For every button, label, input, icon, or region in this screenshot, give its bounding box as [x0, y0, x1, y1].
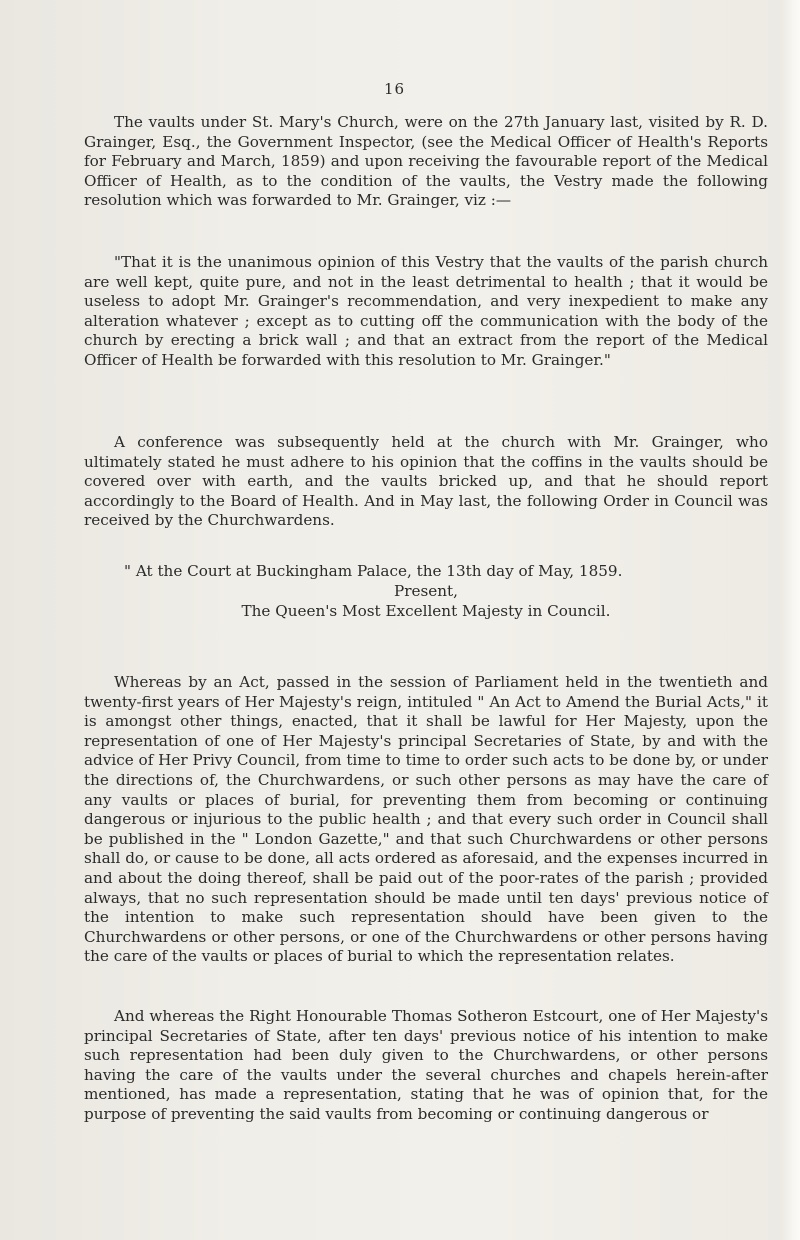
paragraph-and-whereas: And whereas the Right Honourable Thomas Sotheron Estcourt, one of Her Majesty's principal Secretaries of State, after ten days' previous notice of his intention to make such representation had been duly given to the Churchwardens, or other persons having the care of the vaults under the several churches and chapels herein-after mentioned, has made a representation, stating that he was of opinion that, for the purpose of preventing the said vaults from becoming or continuing dangerous or: [84, 1007, 768, 1123]
court-location-date: " At the Court at Buckingham Palace, the 13th day of May, 1859.: [124, 562, 623, 580]
court-present: Present,: [394, 582, 458, 600]
paragraph-vaults-visit: The vaults under St. Mary's Church, were on the 27th January last, visited by R. D. Grainger, Esq., the Government Inspector, (see the Medical Officer of Health's Reports for February and March, 1859) and upon receiving the favourable report of the Medical Officer of Health, as to the condition of the vaults, the Vestry made the following resolution which was forwarded to Mr. Grainger, viz :—: [84, 113, 768, 210]
page-number: 16: [384, 80, 406, 98]
court-heading: [84, 561, 768, 621]
page-edge: [782, 0, 800, 1240]
paragraph-whereas-burial-act: Whereas by an Act, passed in the session of Parliament held in the twentieth and twenty-first years of Her Majesty's reign, intituled " An Act to Amend the Burial Acts," it is amongst other things, enacted, that it shall be lawful for Her Majesty, upon the representation of one of Her Majesty's principal Secretaries of State, by and with the advice of Her Privy Council, from time to time to order such acts to be done by, or under the directions of, the Churchwardens, or such other persons as may have the care of any vaults or places of burial, for preventing them from becoming or continuing dangerous or injurious to the public health ; and that every such order in Council shall be published in the " London Gazette," and that such Churchwardens or other persons shall do, or cause to be done, all acts ordered as aforesaid, and the expenses incurred in and about the doing thereof, shall be paid out of the poor-rates of the parish ; provided always, that no such representation should be made until ten days' previous notice of the intention to make such representation should have been given to the Churchwardens or other persons, or one of the Churchwardens or other persons having the care of the vaults or places of burial to which the representation relates.: [84, 673, 768, 966]
paragraph-conference: A conference was subsequently held at the church with Mr. Grainger, who ultimately stated he must adhere to his opinion that the coffins in the vaults should be covered over with earth, and the vaults bricked up, and that he should report accordingly to the Board of Health. And in May last, the following Order in Council was received by the Churchwardens.: [84, 433, 768, 530]
paragraph-vestry-resolution: "That it is the unanimous opinion of this Vestry that the vaults of the parish church are well kept, quite pure, and not in the least detrimental to health ; that it would be useless to adopt Mr. Grainger's recommendation, and very inexpedient to make any alteration whatever ; except as to cutting off the communication with the body of the church by erecting a brick wall ; and that an extract from the report of the Medical Officer of Health be forwarded with this resolution to Mr. Grainger.": [84, 253, 768, 369]
court-majesty-in-council: The Queen's Most Excellent Majesty in Council.: [241, 602, 611, 620]
